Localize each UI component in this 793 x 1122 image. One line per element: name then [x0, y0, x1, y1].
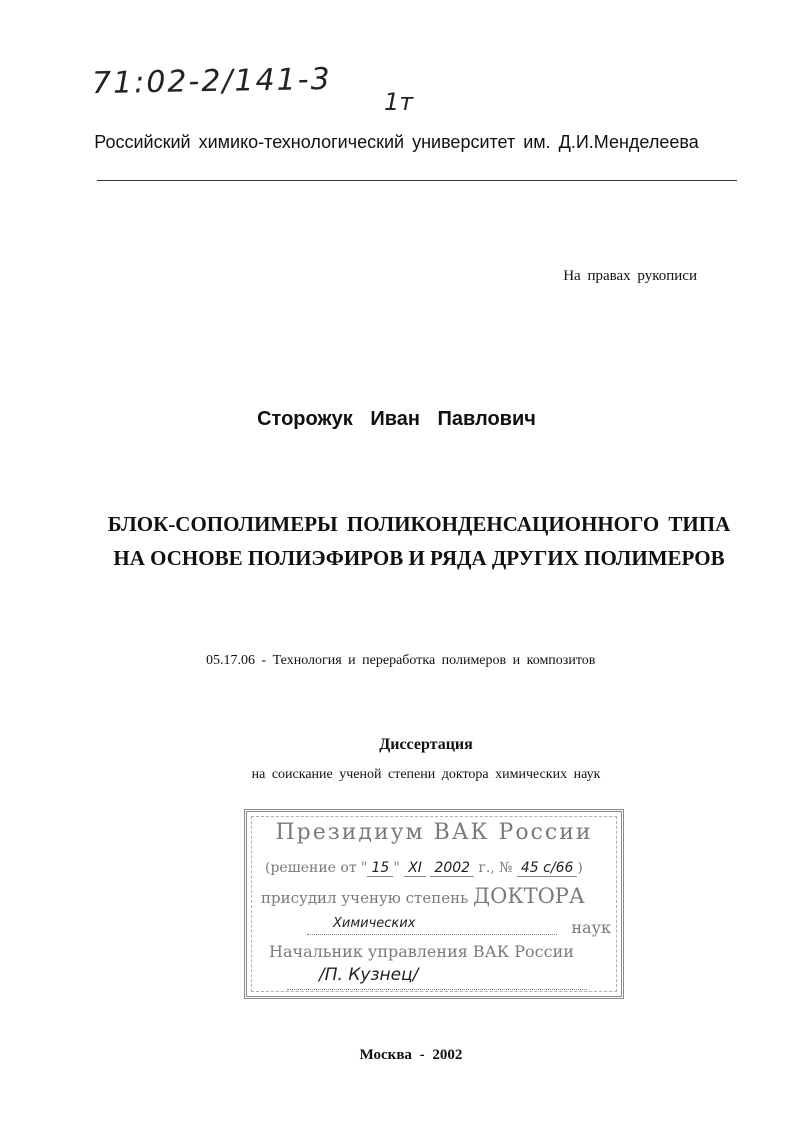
- degree-description: на соискание ученой степени доктора химических наук: [251, 767, 601, 782]
- stamp-decision-month: XI: [404, 860, 426, 877]
- vak-stamp: [244, 809, 624, 999]
- university-name: Российский химико-технологический университет им. Д.И.Менделеева: [94, 132, 699, 152]
- stamp-signature: /П. Кузнец/: [319, 965, 419, 985]
- stamp-decision-mid: ": [393, 860, 400, 876]
- stamp-signature-underline: [287, 989, 587, 990]
- author-name: Сторожук Иван Павлович: [257, 408, 536, 430]
- stamp-decision-year: 2002: [430, 860, 474, 877]
- rights-note: На правах рукописи: [563, 268, 697, 284]
- title-line-1: БЛОК-СОПОЛИМЕРЫ ПОЛИКОНДЕНСАЦИОННОГО ТИПА: [107, 512, 731, 536]
- stamp-decision-suffix: г., №: [478, 860, 513, 876]
- stamp-awarded-degree: ДОКТОРА: [473, 884, 585, 908]
- stamp-head-title: Начальник управления ВАК России: [269, 942, 574, 961]
- stamp-title: Президиум ВАК России: [275, 820, 593, 845]
- stamp-decision-number: 45 с/66: [517, 860, 578, 877]
- stamp-decision-day: 15: [367, 860, 393, 877]
- stamp-decision-prefix: (решение от ": [265, 860, 368, 876]
- specialty-code: 05.17.06 - Технология и переработка полимеров и композитов: [206, 653, 596, 668]
- header-divider: [97, 180, 737, 181]
- stamp-field-underline: [307, 934, 557, 935]
- city-year: Москва - 2002: [359, 1047, 463, 1063]
- stamp-field-handwritten: Химических: [333, 916, 416, 931]
- handwritten-copy-number: 1т: [384, 88, 414, 116]
- stamp-decision: (решение от " 15 " XI 2002 г., № 45 с/66 ): [265, 860, 583, 876]
- title-line-2: НА ОСНОВЕ ПОЛИЭФИРОВ И РЯДА ДРУГИХ ПОЛИМЕРОВ: [113, 546, 725, 570]
- dissertation-label: Диссертация: [379, 736, 473, 753]
- handwritten-shelf-mark: 71:02-2/141-3: [91, 61, 332, 102]
- stamp-awarded: [261, 884, 585, 908]
- stamp-awarded-prefix: присудил ученую степень: [261, 889, 469, 907]
- stamp-field-suffix: наук: [571, 918, 611, 937]
